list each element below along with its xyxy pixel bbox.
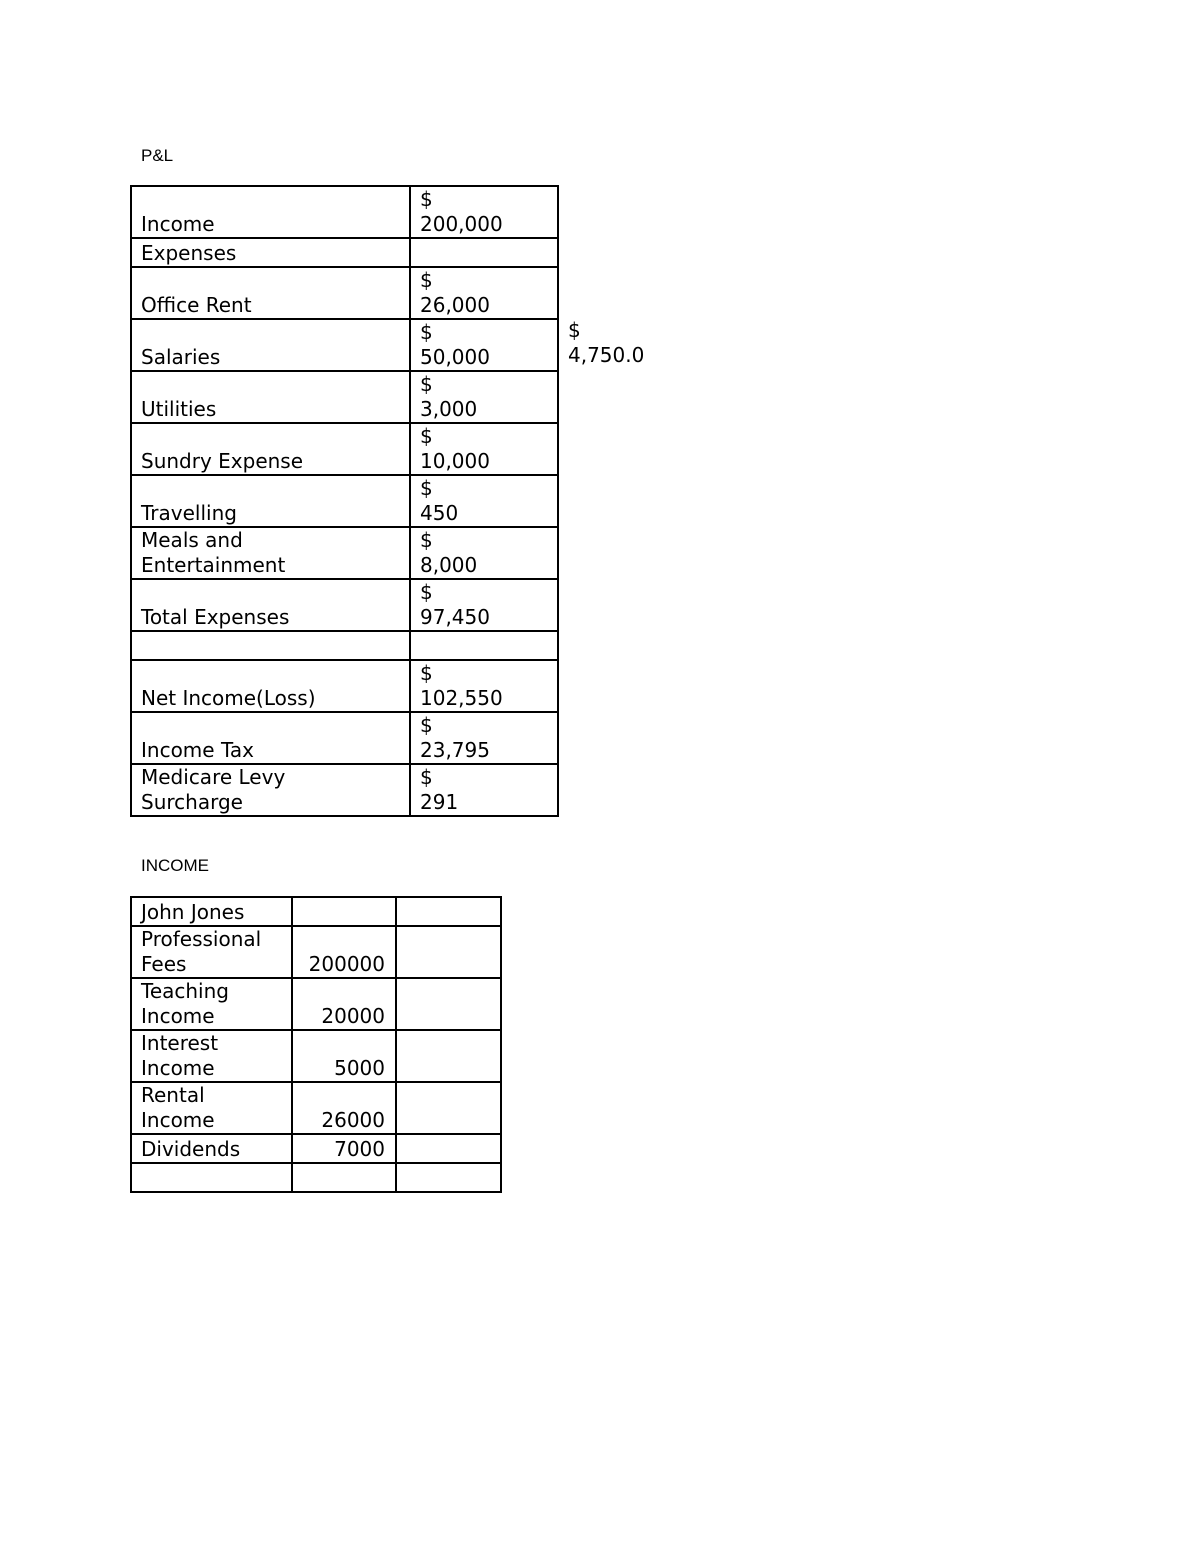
income-label: Interest Income <box>131 1030 292 1082</box>
pl-table <box>130 185 559 817</box>
pl-row-sundry-expense <box>131 423 558 475</box>
pl-label: Expenses <box>131 238 410 267</box>
pl-label: Utilities <box>131 371 410 423</box>
income-row-rental-income <box>131 1082 501 1134</box>
income-value <box>292 897 396 926</box>
pl-label: Total Expenses <box>131 579 410 631</box>
pl-row-medicare-levy <box>131 764 558 816</box>
pl-row-income <box>131 186 558 238</box>
pl-amount: $ 50,000 <box>410 319 558 371</box>
pl-amount: $ 102,550 <box>410 660 558 712</box>
pl-label: Salaries <box>131 319 410 371</box>
pl-row-net-income <box>131 660 558 712</box>
pl-amount: $ 97,450 <box>410 579 558 631</box>
income-row-dividends <box>131 1134 501 1163</box>
pl-amount: $ 8,000 <box>410 527 558 579</box>
income-label: Rental Income <box>131 1082 292 1134</box>
income-table <box>130 896 502 1193</box>
income-row-john-jones <box>131 897 501 926</box>
income-row-professional-fees <box>131 926 501 978</box>
income-label: Professional Fees <box>131 926 292 978</box>
pl-row-expenses <box>131 238 558 267</box>
income-label: John Jones <box>131 897 292 926</box>
pl-row-salaries <box>131 319 558 371</box>
income-extra <box>396 1082 501 1134</box>
pl-amount <box>410 631 558 660</box>
pl-label: Income Tax <box>131 712 410 764</box>
pl-amount: $ 200,000 <box>410 186 558 238</box>
pl-label: Medicare Levy Surcharge <box>131 764 410 816</box>
pl-amount: $ 10,000 <box>410 423 558 475</box>
pl-amount: $ 3,000 <box>410 371 558 423</box>
income-extra <box>396 978 501 1030</box>
income-label: Teaching Income <box>131 978 292 1030</box>
pl-amount: $ 450 <box>410 475 558 527</box>
pl-row-meals-entertainment <box>131 527 558 579</box>
income-value: 7000 <box>292 1134 396 1163</box>
pl-amount: $ 23,795 <box>410 712 558 764</box>
income-row-interest-income <box>131 1030 501 1082</box>
pl-label: Meals and Entertainment <box>131 527 410 579</box>
pl-amount: $ 26,000 <box>410 267 558 319</box>
income-value: 20000 <box>292 978 396 1030</box>
income-extra <box>396 897 501 926</box>
income-row-blank <box>131 1163 501 1192</box>
income-heading: INCOME <box>141 856 209 875</box>
income-extra <box>396 926 501 978</box>
pl-label: Sundry Expense <box>131 423 410 475</box>
income-value: 200000 <box>292 926 396 978</box>
pl-label <box>131 631 410 660</box>
pl-row-blank <box>131 631 558 660</box>
income-extra <box>396 1030 501 1082</box>
income-label <box>131 1163 292 1192</box>
pl-heading: P&L <box>141 146 174 165</box>
pl-row-utilities <box>131 371 558 423</box>
income-extra <box>396 1134 501 1163</box>
pl-amount <box>410 238 558 267</box>
income-value: 26000 <box>292 1082 396 1134</box>
pl-label: Income <box>131 186 410 238</box>
income-label: Dividends <box>131 1134 292 1163</box>
pl-row-total-expenses <box>131 579 558 631</box>
pl-label: Net Income(Loss) <box>131 660 410 712</box>
income-row-teaching-income <box>131 978 501 1030</box>
income-value: 5000 <box>292 1030 396 1082</box>
pl-amount: $ 291 <box>410 764 558 816</box>
pl-label: Office Rent <box>131 267 410 319</box>
pl-row-office-rent <box>131 267 558 319</box>
pl-row-travelling <box>131 475 558 527</box>
pl-label: Travelling <box>131 475 410 527</box>
income-extra <box>396 1163 501 1192</box>
side-note-amount: $ 4,750.0 <box>568 318 645 367</box>
pl-row-income-tax <box>131 712 558 764</box>
income-value <box>292 1163 396 1192</box>
